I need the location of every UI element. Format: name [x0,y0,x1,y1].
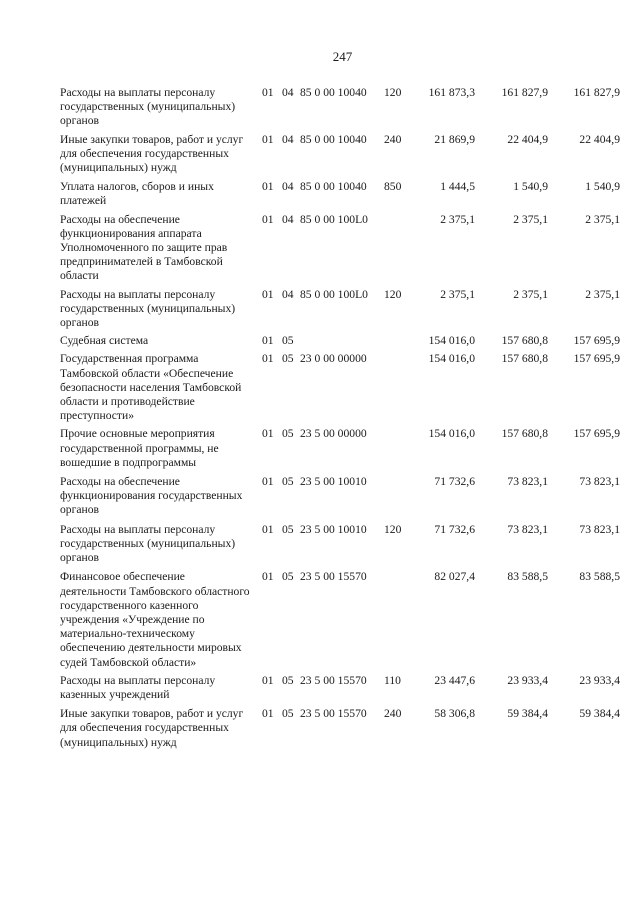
target-article-code: 23 0 00 00000 [300,352,367,366]
expense-type-code: 120 [384,522,402,536]
table-row [60,288,620,335]
amount-year-2: 59 384,4 [507,707,548,721]
amount-year-3: 23 933,4 [579,673,620,687]
amount-year-1: 2 375,1 [440,212,475,226]
subsection-code: 04 [282,287,294,301]
amount-year-2: 2 375,1 [513,212,548,226]
section-code: 01 [262,180,274,194]
amount-year-1: 23 447,6 [434,673,475,687]
section-code: 01 [262,522,274,536]
amount-year-1: 161 873,3 [428,86,475,99]
section-code: 01 [262,132,274,146]
section-code: 01 [262,673,274,687]
table-row [60,180,620,212]
expense-type-code: 850 [384,180,402,194]
subsection-code: 05 [282,427,294,441]
table-row [60,475,620,523]
row-name: Расходы на выплаты персоналу государственных (муниципальных) органов [60,522,236,565]
budget-table [60,86,620,754]
amount-year-2: 157 680,8 [501,334,548,348]
subsection-code: 05 [282,334,294,348]
table-row [60,674,620,707]
expense-type-code: 120 [384,86,402,99]
subsection-code: 05 [282,673,294,687]
section-code: 01 [262,86,274,99]
target-article-code: 85 0 00 10040 [300,132,367,146]
target-article-code: 23 5 00 15570 [300,707,367,721]
amount-year-2: 73 823,1 [507,475,548,489]
subsection-code: 04 [282,212,294,226]
section-code: 01 [262,475,274,489]
amount-year-3: 157 695,9 [573,334,620,348]
target-article-code: 23 5 00 15570 [300,673,367,687]
section-code: 01 [262,334,274,348]
subsection-code: 05 [282,522,294,536]
page-number: 247 [332,49,353,64]
expense-type-code [382,475,410,523]
table-row [60,352,620,427]
amount-year-3: 83 588,5 [579,570,620,584]
expense-type-code [382,427,410,475]
expense-type-code: 240 [384,132,402,146]
amount-year-1: 154 016,0 [428,352,475,366]
amount-year-3: 157 695,9 [573,427,620,441]
target-article-code: 23 5 00 00000 [300,427,367,441]
subsection-code: 05 [282,570,294,584]
section-code: 01 [262,570,274,584]
subsection-code: 05 [282,352,294,366]
target-article-code: 85 0 00 100L0 [300,212,368,226]
row-name: Расходы на обеспечение функционирования государственных органов [60,475,243,517]
row-name: Государственная программа Тамбовской области «Обеспечение безопасности населения Тамбовской области и противодействие преступности» [60,352,242,423]
amount-year-2: 161 827,9 [501,86,548,99]
table-row [60,133,620,181]
subsection-code: 05 [282,475,294,489]
table-row [60,213,620,288]
amount-year-2: 23 933,4 [507,673,548,687]
section-code: 01 [262,212,274,226]
amount-year-1: 21 869,9 [434,132,475,146]
row-name: Прочие основные мероприятия государственной программы, не вошедшие в подпрограммы [60,427,219,469]
amount-year-1: 154 016,0 [428,334,475,348]
expense-type-code: 240 [384,707,402,721]
amount-year-2: 2 375,1 [513,287,548,301]
amount-year-1: 71 732,6 [434,475,475,489]
table-row [60,86,620,133]
table-row [60,523,620,571]
target-article-code: 23 5 00 15570 [300,570,367,584]
amount-year-3: 1 540,9 [585,180,620,194]
amount-year-2: 157 680,8 [501,352,548,366]
row-name: Расходы на обеспечение функционирования аппарата Уполномоченного по защите прав предпринимателей в Тамбовской области [60,212,228,283]
row-name: Расходы на выплаты персоналу казенных учреждений [60,673,216,701]
amount-year-3: 2 375,1 [585,212,620,226]
row-name: Расходы на выплаты персоналу государственных (муниципальных) органов [60,287,236,330]
target-article-code [300,334,382,352]
table-row [60,427,620,475]
amount-year-2: 83 588,5 [507,570,548,584]
amount-year-2: 22 404,9 [507,132,548,146]
section-code: 01 [262,352,274,366]
expense-type-code [382,570,410,673]
amount-year-1: 154 016,0 [428,427,475,441]
row-name: Иные закупки товаров, работ и услуг для обеспечения государственных (муниципальных) нужд [60,707,244,749]
section-code: 01 [262,707,274,721]
amount-year-3: 73 823,1 [579,475,620,489]
amount-year-3: 73 823,1 [579,522,620,536]
amount-year-2: 73 823,1 [507,522,548,536]
expense-type-code: 120 [384,287,402,301]
table-row [60,707,620,754]
row-name: Финансовое обеспечение деятельности Тамбовского областного государственного казенного учреждения «Учреждение по материально-техническому обеспечению деятельности мировых судей Тамбовской области» [60,570,250,669]
expense-type-code [382,352,410,427]
target-article-code: 23 5 00 10010 [300,522,367,536]
row-name: Уплата налогов, сборов и иных платежей [60,180,214,208]
expense-type-code [382,334,410,352]
section-code: 01 [262,287,274,301]
amount-year-3: 157 695,9 [573,352,620,366]
amount-year-3: 22 404,9 [579,132,620,146]
amount-year-2: 157 680,8 [501,427,548,441]
row-name: Расходы на выплаты персоналу государственных (муниципальных) органов [60,86,236,128]
target-article-code: 85 0 00 10040 [300,180,367,194]
amount-year-1: 1 444,5 [440,180,475,194]
amount-year-2: 1 540,9 [513,180,548,194]
amount-year-1: 58 306,8 [434,707,475,721]
amount-year-3: 161 827,9 [573,86,620,99]
table-row [60,570,620,673]
amount-year-3: 2 375,1 [585,287,620,301]
amount-year-3: 59 384,4 [579,707,620,721]
target-article-code: 23 5 00 10010 [300,475,367,489]
row-name: Иные закупки товаров, работ и услуг для обеспечения государственных (муниципальных) нужд [60,132,244,175]
amount-year-1: 82 027,4 [434,570,475,584]
target-article-code: 85 0 00 100L0 [300,287,368,301]
subsection-code: 04 [282,180,294,194]
target-article-code: 85 0 00 10040 [300,86,367,99]
subsection-code: 05 [282,707,294,721]
amount-year-1: 2 375,1 [440,287,475,301]
section-code: 01 [262,427,274,441]
subsection-code: 04 [282,86,294,99]
table-row [60,334,620,352]
amount-year-1: 71 732,6 [434,522,475,536]
expense-type-code: 110 [384,673,401,687]
subsection-code: 04 [282,132,294,146]
row-name: Судебная система [60,334,149,348]
expense-type-code [382,213,410,288]
